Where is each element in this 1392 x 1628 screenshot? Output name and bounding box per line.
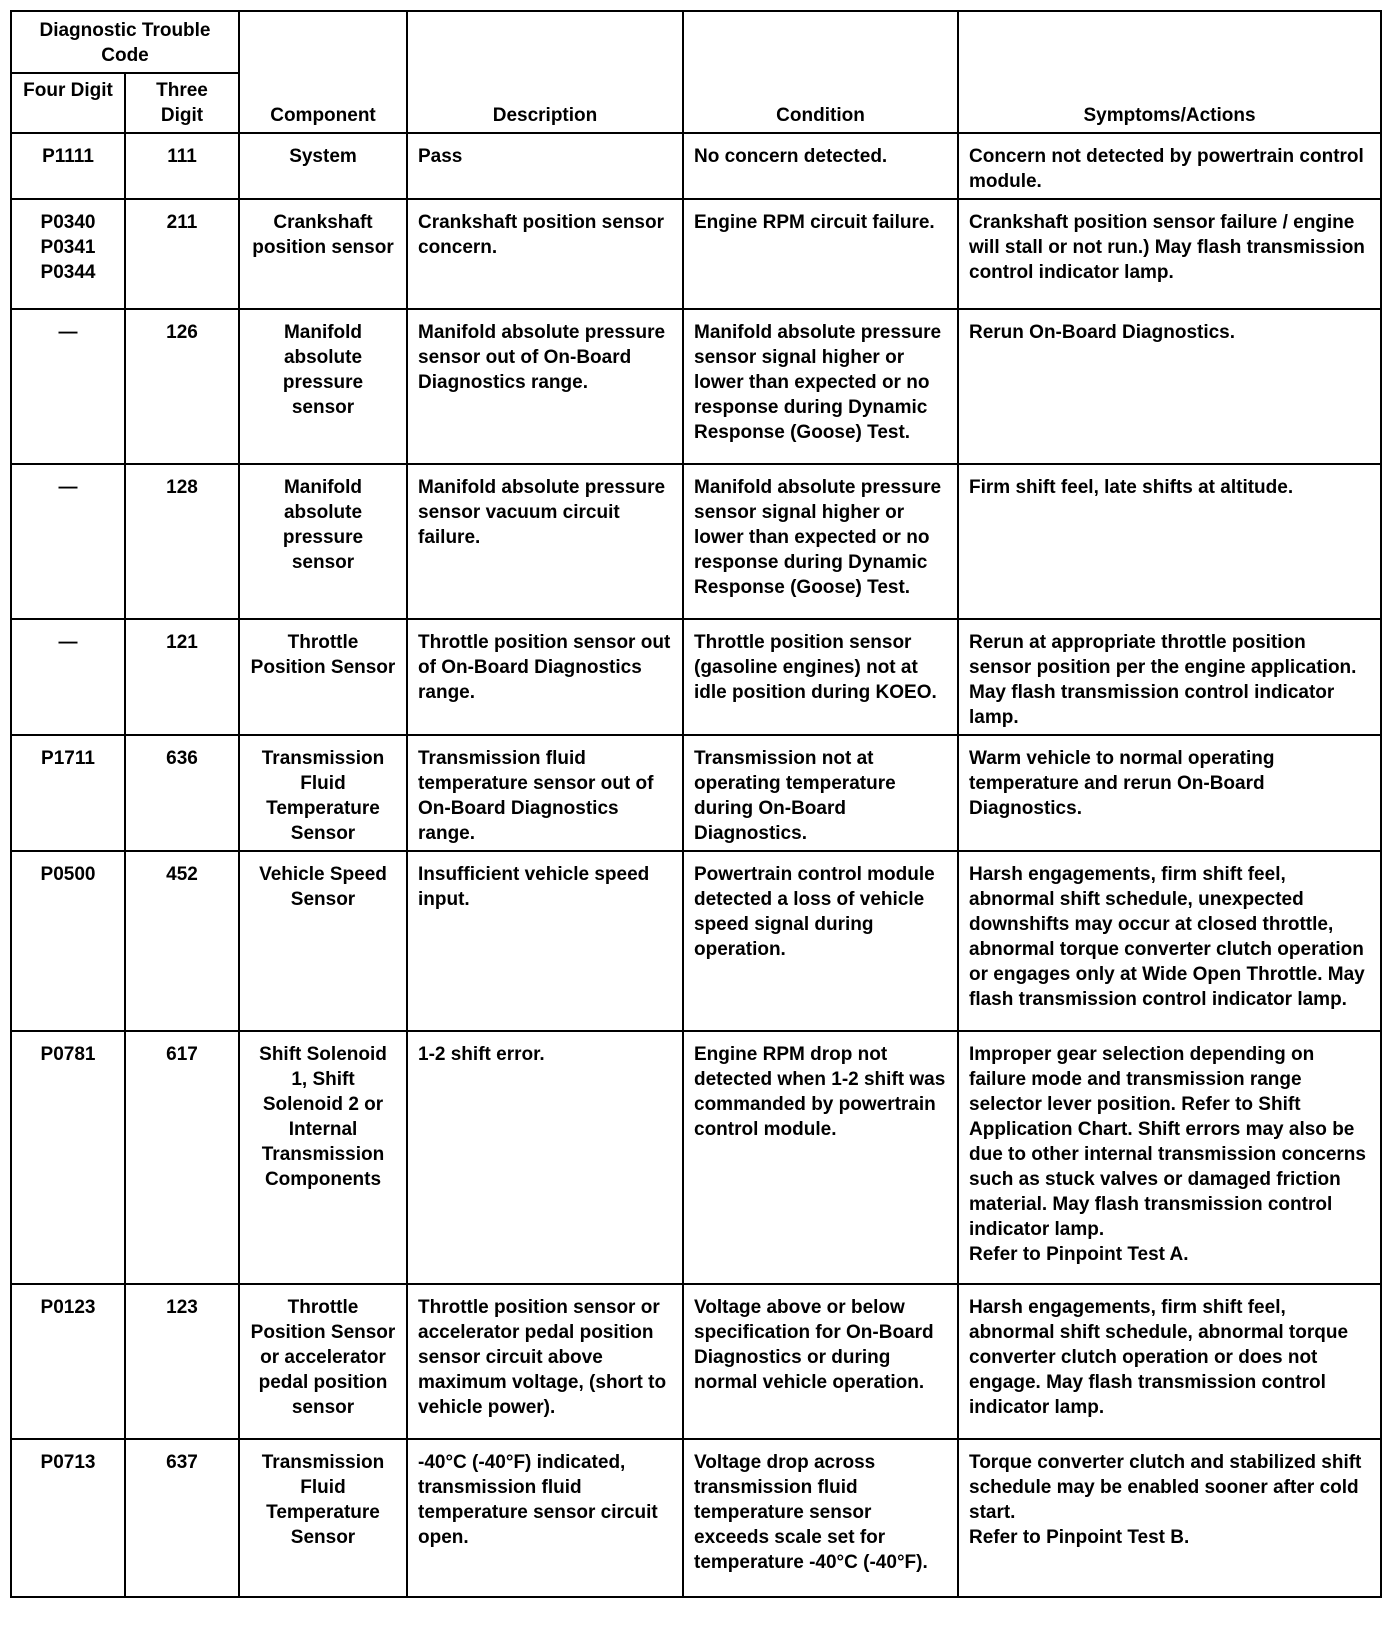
description-cell xyxy=(407,1439,683,1597)
symptoms-cell xyxy=(958,735,1381,851)
table-row xyxy=(11,619,1381,735)
description-text: -40°C (-40°F) indicated, transmission fluid temperature sensor circuit open. xyxy=(418,1452,658,1548)
symptoms-text: Torque converter clutch and stabilized shift schedule may be enabled sooner after cold start. xyxy=(969,1452,1362,1523)
symptoms-cell xyxy=(958,1439,1381,1597)
pinpoint-test-reference: Refer to Pinpoint Test B. xyxy=(969,1527,1190,1548)
table-row xyxy=(11,199,1381,309)
condition-text: Manifold absolute pressure sensor signal higher or lower than expected or no response during Dynamic Response (Goose) Test. xyxy=(694,477,942,598)
symptoms-text: Improper gear selection depending on failure mode and transmission range selector lever position. Refer to Shift Application Chart. Shift errors may also be due to other internal transmission concerns such as stuck valves or damaged friction material. May flash transmission control indicator lamp. xyxy=(969,1044,1366,1240)
symptoms-text: Harsh engagements, firm shift feel, abnormal shift schedule, abnormal torque converter clutch operation or does not engage. May flash transmission control indicator lamp. xyxy=(969,1297,1349,1418)
dtc-four-digit-text: P0713 xyxy=(40,1452,96,1473)
description-cell xyxy=(407,1284,683,1439)
dtc-four-digit-text: P1711 xyxy=(41,748,95,769)
condition-text: Engine RPM drop not detected when 1-2 shift was commanded by powertrain control module. xyxy=(694,1044,946,1140)
description-text: Throttle position sensor out of On-Board Diagnostics range. xyxy=(418,632,671,703)
table-row xyxy=(11,309,1381,464)
header-symptoms: Symptoms/Actions xyxy=(958,11,1381,133)
dtc-four-digit-cell xyxy=(11,1031,125,1284)
condition-cell xyxy=(683,851,958,1031)
dtc-three-digit-text: 128 xyxy=(166,477,198,498)
dtc-code-line: P0340 xyxy=(40,212,96,233)
condition-text: Engine RPM circuit failure. xyxy=(694,212,935,233)
dtc-three-digit-cell xyxy=(125,199,239,309)
description-cell xyxy=(407,464,683,619)
description-cell xyxy=(407,619,683,735)
dtc-three-digit-cell xyxy=(125,464,239,619)
component-text: Transmission Fluid Temperature Sensor xyxy=(261,748,385,844)
dtc-three-digit-text: 452 xyxy=(166,864,198,885)
description-text: Manifold absolute pressure sensor out of On-Board Diagnostics range. xyxy=(418,322,666,393)
symptoms-cell xyxy=(958,309,1381,464)
symptoms-cell xyxy=(958,619,1381,735)
component-cell xyxy=(239,851,407,1031)
condition-text: No concern detected. xyxy=(694,146,888,167)
condition-text: Powertrain control module detected a loss of vehicle speed signal during operation. xyxy=(694,864,935,960)
component-text: Crankshaft position sensor xyxy=(252,212,394,258)
condition-cell xyxy=(683,199,958,309)
condition-text: Transmission not at operating temperature during On-Board Diagnostics. xyxy=(694,748,896,844)
dtc-four-digit-cell xyxy=(11,199,125,309)
table-row xyxy=(11,464,1381,619)
condition-cell xyxy=(683,735,958,851)
component-cell xyxy=(239,309,407,464)
symptoms-cell xyxy=(958,464,1381,619)
symptoms-cell xyxy=(958,199,1381,309)
dtc-four-digit-cell xyxy=(11,1439,125,1597)
dtc-four-digit-cell xyxy=(11,464,125,619)
component-text: Throttle Position Sensor xyxy=(250,632,396,678)
dtc-three-digit-text: 211 xyxy=(166,212,198,233)
description-text: Throttle position sensor or accelerator pedal position sensor circuit above maximum voltage, (short to vehicle power). xyxy=(418,1297,667,1418)
component-cell xyxy=(239,133,407,199)
dtc-three-digit-cell xyxy=(125,1439,239,1597)
dtc-table-container xyxy=(10,10,1380,1598)
symptoms-text: Crankshaft position sensor failure / engine will stall or not run.) May flash transmission control indicator lamp. xyxy=(969,212,1365,283)
condition-cell xyxy=(683,1031,958,1284)
dtc-three-digit-cell xyxy=(125,735,239,851)
dtc-table xyxy=(10,10,1382,1598)
table-row xyxy=(11,133,1381,199)
dtc-three-digit-text: 123 xyxy=(166,1297,198,1318)
dtc-code-line: P0344 xyxy=(40,262,96,283)
symptoms-cell xyxy=(958,1031,1381,1284)
dtc-four-digit-text: — xyxy=(58,632,78,653)
description-cell xyxy=(407,1031,683,1284)
condition-text: Voltage above or below specification for On-Board Diagnostics or during normal vehicle operation. xyxy=(694,1297,934,1393)
header-three-digit: Three Digit xyxy=(125,73,239,133)
header-dtc-group: Diagnostic Trouble Code xyxy=(11,11,239,73)
dtc-four-digit-text: P1111 xyxy=(42,146,94,167)
component-cell xyxy=(239,464,407,619)
table-row xyxy=(11,1439,1381,1597)
symptoms-cell xyxy=(958,1284,1381,1439)
dtc-four-digit-text: — xyxy=(58,477,78,498)
symptoms-text: Rerun On-Board Diagnostics. xyxy=(969,322,1236,343)
dtc-three-digit-cell xyxy=(125,133,239,199)
symptoms-text: Rerun at appropriate throttle position sensor position per the engine application. May flash transmission control indicator lamp. xyxy=(969,632,1357,728)
dtc-three-digit-cell xyxy=(125,1284,239,1439)
dtc-three-digit-text: 126 xyxy=(166,322,198,343)
header-four-digit: Four Digit xyxy=(11,73,125,133)
dtc-three-digit-cell xyxy=(125,1031,239,1284)
component-text: Transmission Fluid Temperature Sensor xyxy=(261,1452,385,1548)
symptoms-cell xyxy=(958,133,1381,199)
table-row xyxy=(11,851,1381,1031)
header-condition: Condition xyxy=(683,11,958,133)
description-cell xyxy=(407,735,683,851)
symptoms-text: Harsh engagements, firm shift feel, abnormal shift schedule, unexpected downshifts may occur at closed throttle, abnormal torque converter clutch operation or engages only at Wide Open Throttle. May flash transmission control indicator lamp. xyxy=(969,864,1365,1010)
component-text: Throttle Position Sensor or accelerator pedal position sensor xyxy=(250,1297,396,1418)
table-row xyxy=(11,1031,1381,1284)
component-cell xyxy=(239,735,407,851)
description-cell xyxy=(407,309,683,464)
symptoms-text: Warm vehicle to normal operating temperature and rerun On-Board Diagnostics. xyxy=(969,748,1275,819)
dtc-three-digit-text: 121 xyxy=(166,632,198,653)
description-text: Transmission fluid temperature sensor out of On-Board Diagnostics range. xyxy=(418,748,654,844)
description-cell xyxy=(407,199,683,309)
description-cell xyxy=(407,851,683,1031)
component-text: System xyxy=(289,146,357,167)
description-text: Pass xyxy=(418,146,463,167)
symptoms-text: Concern not detected by powertrain control module. xyxy=(969,146,1364,192)
symptoms-text: Firm shift feel, late shifts at altitude. xyxy=(969,477,1294,498)
condition-cell xyxy=(683,309,958,464)
component-cell xyxy=(239,1439,407,1597)
component-cell xyxy=(239,199,407,309)
dtc-three-digit-cell xyxy=(125,851,239,1031)
component-text: Vehicle Speed Sensor xyxy=(259,864,387,910)
dtc-three-digit-cell xyxy=(125,619,239,735)
description-text: 1-2 shift error. xyxy=(418,1044,545,1065)
dtc-four-digit-text: P0781 xyxy=(40,1044,96,1065)
description-text: Crankshaft position sensor concern. xyxy=(418,212,664,258)
dtc-four-digit-cell xyxy=(11,619,125,735)
dtc-four-digit-text: — xyxy=(58,322,78,343)
condition-cell xyxy=(683,133,958,199)
dtc-four-digit-cell xyxy=(11,133,125,199)
condition-text: Voltage drop across transmission fluid temperature sensor exceeds scale set for temperature -40°C (-40°F). xyxy=(694,1452,928,1573)
dtc-three-digit-text: 636 xyxy=(166,748,198,769)
dtc-table-body xyxy=(11,133,1381,1597)
dtc-four-digit-cell xyxy=(11,851,125,1031)
dtc-three-digit-text: 637 xyxy=(166,1452,198,1473)
header-row-top xyxy=(11,11,1381,73)
description-text: Manifold absolute pressure sensor vacuum circuit failure. xyxy=(418,477,666,548)
dtc-four-digit-text: P0500 xyxy=(40,864,96,885)
condition-text: Manifold absolute pressure sensor signal higher or lower than expected or no response during Dynamic Response (Goose) Test. xyxy=(694,322,942,443)
condition-text: Throttle position sensor (gasoline engines) not at idle position during KOEO. xyxy=(694,632,937,703)
component-text: Manifold absolute pressure sensor xyxy=(282,322,364,418)
symptoms-cell xyxy=(958,851,1381,1031)
header-component: Component xyxy=(239,11,407,133)
dtc-three-digit-text: 617 xyxy=(166,1044,198,1065)
dtc-code-line: P0341 xyxy=(40,237,96,258)
component-cell xyxy=(239,619,407,735)
dtc-four-digit-text: P0123 xyxy=(40,1297,96,1318)
component-cell xyxy=(239,1031,407,1284)
condition-cell xyxy=(683,1284,958,1439)
condition-cell xyxy=(683,464,958,619)
pinpoint-test-reference: Refer to Pinpoint Test A. xyxy=(969,1244,1189,1265)
table-row xyxy=(11,735,1381,851)
dtc-four-digit-cell xyxy=(11,309,125,464)
condition-cell xyxy=(683,1439,958,1597)
dtc-four-digit-cell xyxy=(11,1284,125,1439)
header-description: Description xyxy=(407,11,683,133)
table-row xyxy=(11,1284,1381,1439)
component-text: Shift Solenoid 1, Shift Solenoid 2 or Internal Transmission Components xyxy=(259,1044,387,1190)
condition-cell xyxy=(683,619,958,735)
description-cell xyxy=(407,133,683,199)
dtc-three-digit-cell xyxy=(125,309,239,464)
dtc-three-digit-text: 111 xyxy=(167,146,197,167)
component-text: Manifold absolute pressure sensor xyxy=(282,477,364,573)
dtc-four-digit-cell xyxy=(11,735,125,851)
description-text: Insufficient vehicle speed input. xyxy=(418,864,650,910)
component-cell xyxy=(239,1284,407,1439)
